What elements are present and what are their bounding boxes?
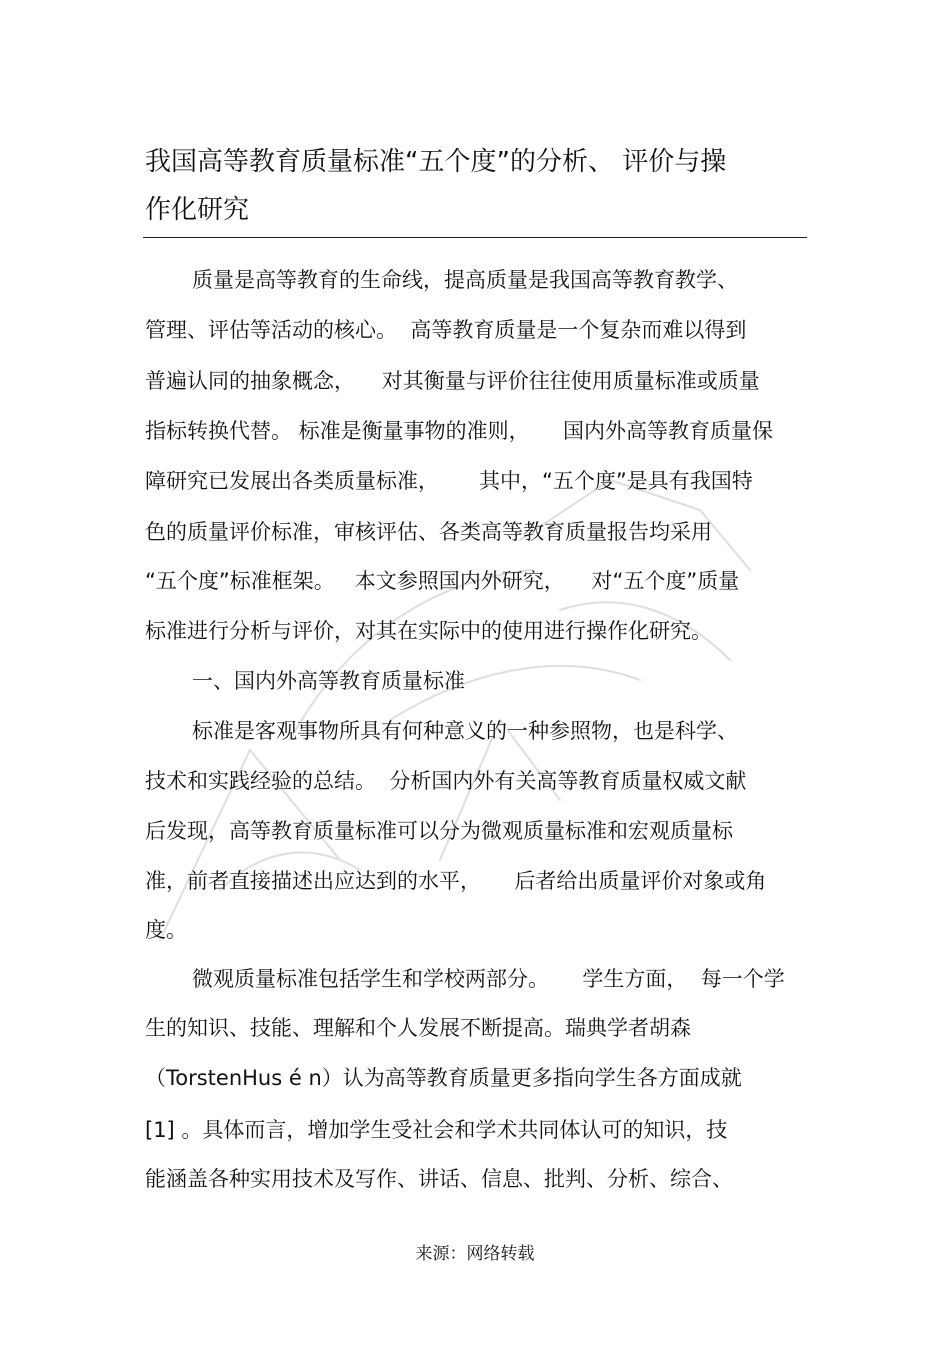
paragraph-line: 能涵盖各种实用技术及写作、讲话、信息、批判、分析、综合、 (145, 1167, 733, 1191)
paragraph-line: 度。 (145, 918, 187, 942)
paragraph-line: 生的知识、技能、理解和个人发展不断提高。瑞典学者胡森 (145, 1016, 691, 1040)
document-title (145, 138, 805, 234)
watermark-stamp (140, 420, 800, 980)
paragraph-line: 普遍认同的抽象概念， 对其衡量与评价往往使用质量标准或质量 (145, 369, 760, 393)
paragraph-line: 后发现，高等教育质量标准可以分为微观质量标准和宏观质量标 (145, 819, 733, 843)
paragraph-line: 质量是高等教育的生命线，提高质量是我国高等教育教学、 (192, 268, 738, 292)
paragraph-line: （TorstenHus é n）认为高等教育质量更多指向学生各方面成就 (145, 1066, 742, 1090)
paragraph-line: [1] 。具体而言，增加学生受社会和学术共同体认可的知识，技 (145, 1118, 728, 1142)
paragraph-line: 标准进行分析与评价，对其在实际中的使用进行操作化研究。 (145, 619, 712, 643)
paragraph-line: 微观质量标准包括学生和学校两部分。 学生方面， 每一个学 (192, 967, 785, 991)
section-heading: 一、国内外高等教育质量标准 (192, 669, 465, 693)
paragraph-line: 指标转换代替。 标准是衡量事物的准则， 国内外高等教育质量保 (145, 419, 774, 443)
paragraph-line: 色的质量评价标准，审核评估、各类高等教育质量报告均采用 (145, 520, 712, 544)
paragraph-line: 管理、评估等活动的核心。 高等教育质量是一个复杂而难以得到 (145, 318, 747, 342)
title-divider (143, 237, 807, 238)
paragraph-line: 标准是客观事物所具有何种意义的一种参照物，也是科学、 (192, 719, 738, 743)
paragraph-line: 障研究已发展出各类质量标准， 其中，“五个度”是具有我国特 (145, 469, 753, 493)
paragraph-line: 技术和实践经验的总结。 分析国内外有关高等教育质量权威文献 (145, 769, 747, 793)
paragraph-line: “五个度”标准框架。 本文参照国内外研究， 对“五个度”质量 (145, 569, 740, 593)
page-footer-source: 来源：网络转载 (415, 1244, 535, 1264)
paragraph-line: 准，前者直接描述出应达到的水平， 后者给出质量评价对象或角 (145, 869, 767, 893)
title-line-2: 作化研究 (145, 195, 250, 225)
title-line-1: 我国高等教育质量标准“五个度”的分析、 评价与操 (145, 147, 727, 177)
